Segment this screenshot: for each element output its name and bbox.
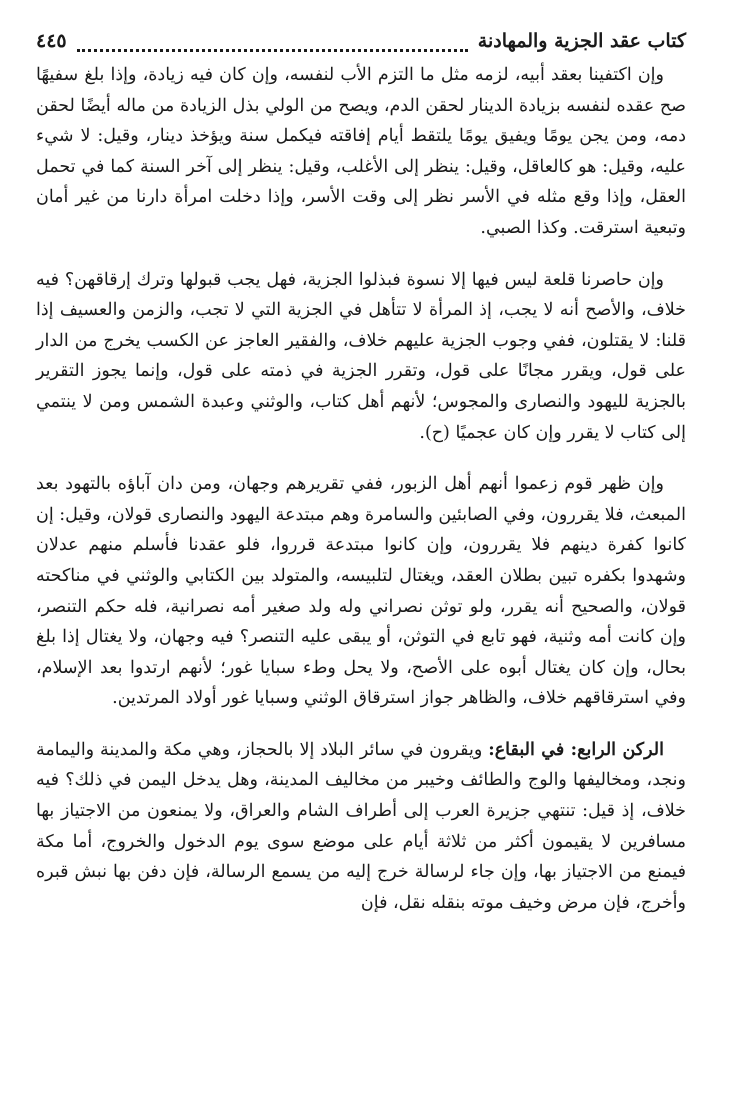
paragraph-3-text: وإن ظهر قوم زعموا أنهم أهل الزبور، ففي تقريرهم وجهان، ومن دان آباؤه بالتهود بعد المبعث، فلا يقررون، وفي الصابئين والسامرة وهم مبتدعة اليهود والنصارى قولان، وقيل: إن كانوا كفرة دينهم فلا يقررون، وإن كانوا مبتدعة قرروا، فلو عقدنا فأسلم منهم عدلان وشهدوا بكفره تبين بطلان العقد، ويغتال لتلبيسه، والمتولد بين الكتابي والوثني في مناكحته قولان، والصحيح أنه يقرر، ولو توثن نصراني وله ولد صغير أمه نصرانية، فله حكم التنصر، وإن كانت أمه وثنية، فهو تابع في التوثن، أو يبقى عليه التنصر؟ فيه وجهان، ولا يغتال إذا بلغ بحال، وإن كان يغتال أبوه على الأصح، ولا يحل وطء سبايا غور؛ لأنهم ارتدوا بعد الإسلام، وفي استرقاقهم خلاف، والظاهر جواز استرقاق الوثني وسبايا غور أولاد المرتدين. bbox=[36, 474, 686, 709]
paragraph-1-text: وإن اكتفينا بعقد أبيه، لزمه مثل ما التزم الأب لنفسه، وإن كان فيه زيادة، وإذا بلغ سفيهًا صح عقده لنفسه بزيادة الدينار لحقن الدم، ويصح من الولي بذل الزيادة من ماله أيضًا لحقن دمه، ومن يجن يومًا ويفيق يومًا يلتقط أيام إفاقته فيكمل سنة ويؤخذ دينار، وقيل: لا شيء عليه، وقيل: هو كالعاقل، وقيل: ينظر إلى الأغلب، وقيل: ينظر إلى آخر السنة كما في تحمل العقل، وإذا وقع مثله في الأسر نظر إلى وقت الأسر، وإذا دخلت امرأة دارنا من غير أمان وتبعية استرقت. وكذا الصبي. bbox=[36, 65, 686, 238]
paragraph-2-text: وإن حاصرنا قلعة ليس فيها إلا نسوة فبذلوا الجزية، فهل يجب قبولها وترك إرقاقهن؟ فيه خلاف، والأصح أنه لا يجب، إذ المرأة لا تتأهل في الجزية التي لا تجب، والزمن والعسيف إذا قلنا: لا يقتلون، ففي وجوب الجزية عليهم خلاف، والفقير العاجز عن الكسب يخرج من الدار على قول، ويقرر مجانًا على قول، وتقرر الجزية في ذمته على قول، وإنما يجوز التقرير بالجزية لليهود والنصارى والمجوس؛ لأنهم أهل كتاب، والوثني وعبدة الشمس ومن لا ينتمي إلى كتاب لا يقرر وإن كان عجميًا (ح). bbox=[36, 269, 686, 443]
section-heading: الركن الرابع: في البقاع: bbox=[488, 739, 664, 760]
main-text bbox=[36, 60, 686, 918]
paragraph-4-text: ويقرون في سائر البلاد إلا بالحجاز، وهي مكة والمدينة واليمامة ونجد، ومخاليفها والوج والطائف وخيبر من مخاليف المدينة، وهل يدخل اليمن في ذلك؟ فيه خلاف، إذ قيل: تنتهي جزيرة العرب إلى أطراف الشام والعراق، ولا يمنعون من الاجتياز بها مسافرين لا يقيمون أكثر من ثلاثة أيام على موضع سوى يوم الدخول والخروج، أما مكة فيمنع من الاجتياز بها، وإن جاء لرسالة خرج إليه من يسمع الرسالة، فإن دفن بها نبش قبره وأخرج، فإن مرض وخيف موته بنقله نقل، فإن bbox=[36, 739, 686, 913]
paragraph-2 bbox=[36, 265, 686, 449]
page-number: ٤٤٥ bbox=[36, 30, 67, 52]
header-dot-leader bbox=[77, 39, 468, 52]
paragraph-4 bbox=[36, 735, 686, 919]
paragraph-3 bbox=[36, 469, 686, 714]
paragraph-1 bbox=[36, 60, 686, 244]
running-head-title: كتاب عقد الجزية والمهادنة bbox=[477, 30, 686, 52]
running-header bbox=[36, 30, 686, 60]
